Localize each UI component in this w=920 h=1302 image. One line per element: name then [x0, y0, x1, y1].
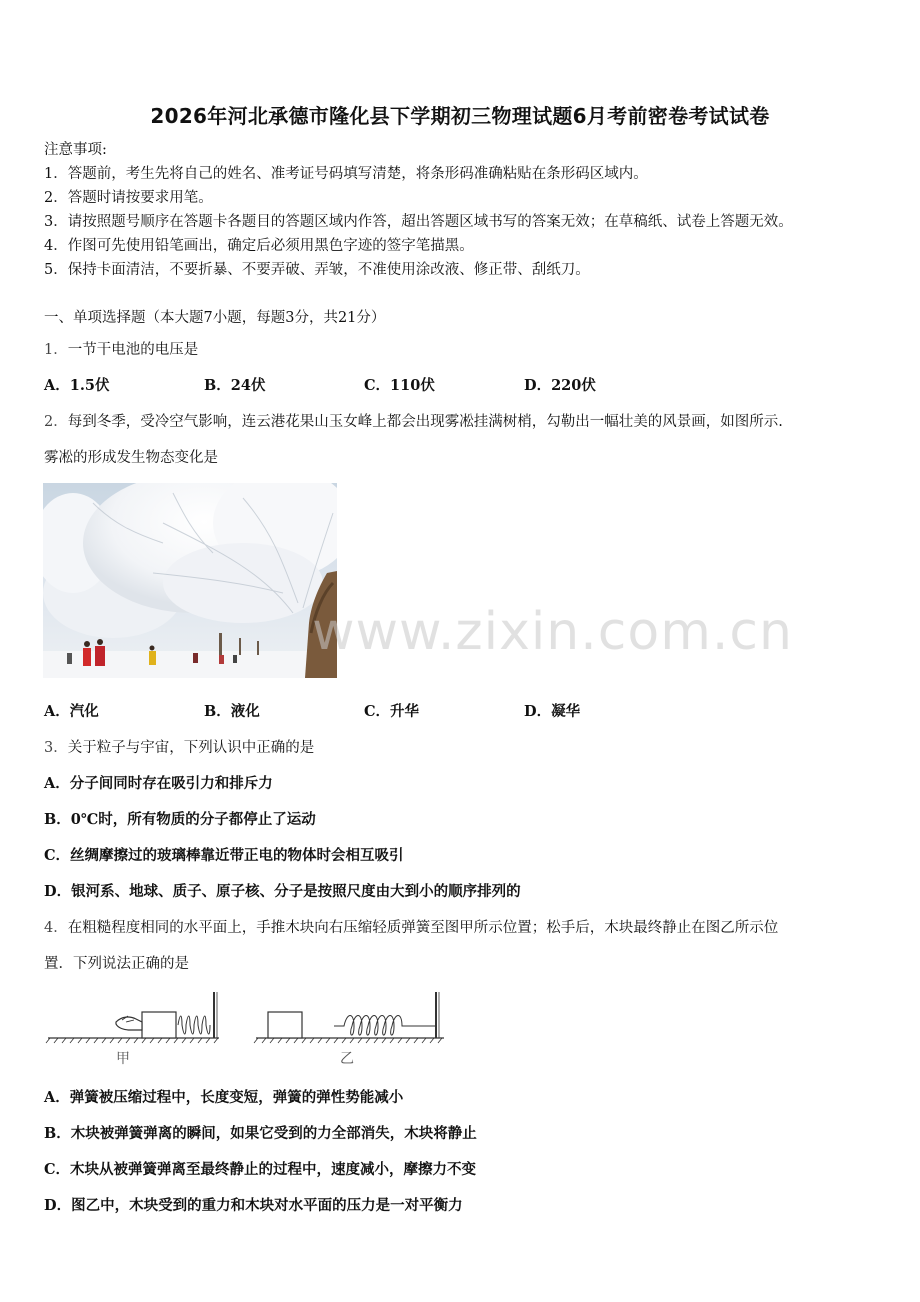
notice-item: 3．请按照题号顺序在答题卡各题目的答题区域内作答，超出答题区域书写的答案无效；在草稿纸、试卷上答题无效。 [44, 214, 793, 230]
option-label: C． [364, 703, 391, 720]
question-number: 2． [44, 414, 68, 430]
option-text: 分子间同时存在吸引力和排斥力 [69, 775, 273, 792]
option-c[interactable] [44, 1158, 476, 1179]
option-label: A． [44, 377, 70, 394]
notice-item: 2．答题时请按要求用笔。 [44, 190, 213, 206]
option-label: A． [44, 703, 70, 720]
option-d[interactable] [44, 880, 521, 901]
notice-item: 5．保持卡面清洁，不要折暴、不要弄破、弄皱，不准使用涂改液、修正带、刮纸刀。 [44, 262, 590, 278]
option-label: D． [44, 1197, 72, 1214]
question-stem-continued: 置．下列说法正确的是 [44, 956, 189, 972]
option-b[interactable] [204, 700, 260, 721]
option-label: B． [44, 811, 71, 828]
question-number: 4． [44, 920, 68, 936]
option-text: 凝华 [551, 703, 581, 720]
option-b[interactable] [44, 1122, 477, 1143]
option-d[interactable] [44, 1194, 463, 1215]
option-text: 汽化 [69, 703, 99, 720]
option-a[interactable] [44, 700, 99, 721]
question-stem: 一节干电池的电压是 [67, 342, 199, 358]
question-stem: 关于粒子与宇宙，下列认识中正确的是 [67, 740, 315, 756]
option-a[interactable] [44, 772, 273, 793]
spring-block-figure [44, 986, 454, 1072]
question-number: 1． [44, 342, 68, 358]
option-text: 木块被弹簧弹离的瞬间，如果它受到的力全部消失，木块将静止 [70, 1125, 477, 1142]
question-1 [44, 338, 198, 359]
option-label: D． [524, 703, 552, 720]
option-c[interactable] [364, 374, 435, 395]
option-label: A． [44, 1089, 70, 1106]
option-a[interactable] [44, 374, 110, 395]
question-number: 3． [44, 740, 68, 756]
option-text: 24伏 [230, 377, 266, 394]
option-text: 图乙中，木块受到的重力和木块对水平面的压力是一对平衡力 [71, 1197, 463, 1214]
option-label: B． [204, 703, 231, 720]
watermark: www.zixin.com.cn [312, 602, 793, 662]
option-label: C． [44, 1161, 71, 1178]
option-text: 1.5伏 [69, 377, 110, 394]
figure-label-yi: 乙 [340, 1051, 354, 1067]
figure-label-jia: 甲 [116, 1051, 130, 1067]
option-a[interactable] [44, 1086, 403, 1107]
option-text: 110伏 [390, 377, 435, 394]
option-d[interactable] [524, 700, 580, 721]
notice-item: 1．答题前，考生先将自己的姓名、准考证号码填写清楚，将条形码准确粘贴在条形码区域内。 [44, 166, 648, 182]
option-label: D． [44, 883, 72, 900]
notice-item: 4．作图可先使用铅笔画出，确定后必须用黑色字迹的签字笔描黑。 [44, 238, 474, 254]
notice-heading: 注意事项: [44, 142, 107, 158]
page-title: 2026年河北承德市隆化县下学期初三物理试题6月考前密卷考试试卷 [150, 104, 770, 128]
option-b[interactable] [204, 374, 265, 395]
option-c[interactable] [364, 700, 419, 721]
option-label: C． [364, 377, 391, 394]
question-stem: 每到冬季，受冷空气影响，连云港花果山玉女峰上都会出现雾凇挂满树梢，勾勒出一幅壮美的风景画，如图所示. [67, 414, 783, 430]
option-text: 液化 [230, 703, 260, 720]
option-text: 丝绸摩擦过的玻璃棒靠近带正电的物体时会相互吸引 [70, 847, 404, 864]
option-label: D． [524, 377, 552, 394]
option-label: C． [44, 847, 71, 864]
option-d[interactable] [524, 374, 596, 395]
option-text: 木块从被弹簧弹离至最终静止的过程中，速度减小，摩擦力不变 [70, 1161, 477, 1178]
question-4 [44, 916, 778, 937]
option-label: B． [44, 1125, 71, 1142]
question-stem-continued: 雾凇的形成发生物态变化是 [44, 450, 218, 466]
option-text: 220伏 [551, 377, 596, 394]
option-text: 弹簧被压缩过程中，长度变短，弹簧的弹性势能减小 [69, 1089, 404, 1106]
option-c[interactable] [44, 844, 404, 865]
section-heading: 一、单项选择题（本大题7小题，每题3分，共21分） [44, 310, 386, 326]
option-text: 升华 [390, 703, 420, 720]
option-text: 0℃时，所有物质的分子都停止了运动 [70, 811, 316, 828]
rime-tree-photo [43, 483, 337, 678]
question-3 [44, 736, 314, 757]
option-b[interactable] [44, 808, 316, 829]
option-label: B． [204, 377, 231, 394]
question-stem: 在粗糙程度相同的水平面上，手推木块向右压缩轻质弹簧至图甲所示位置；松手后，木块最终静止在图乙所示位 [67, 920, 779, 936]
option-text: 银河系、地球、质子、原子核、分子是按照尺度由大到小的顺序排列的 [71, 883, 521, 900]
option-label: A． [44, 775, 70, 792]
question-2 [44, 410, 783, 431]
